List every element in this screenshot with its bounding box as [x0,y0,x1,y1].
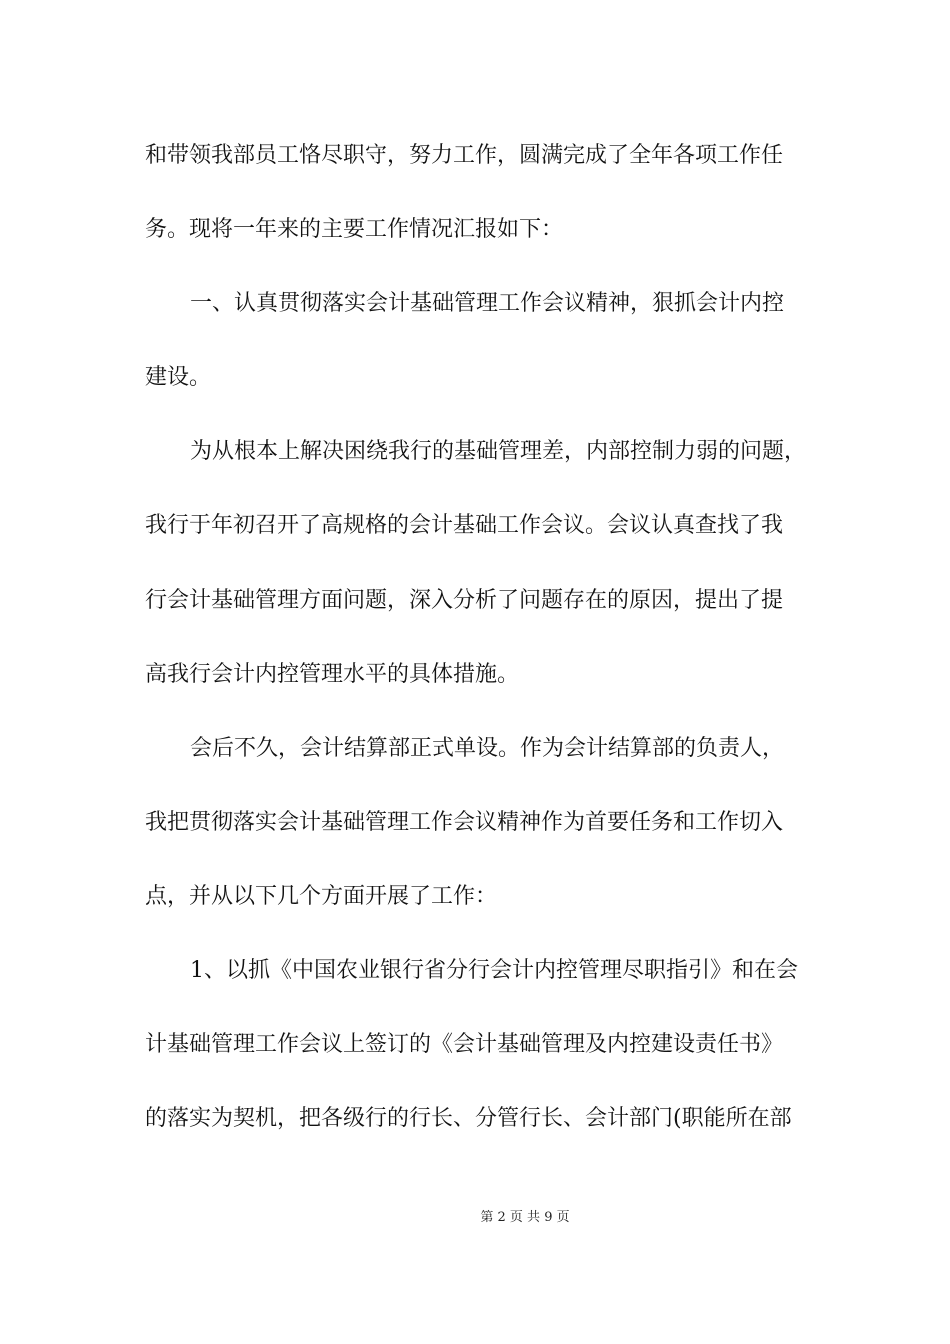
body-line-6: 我行于年初召开了高规格的会计基础工作会议。会议认真查找了我 [145,513,784,538]
body-line-12: 1、以抓《中国农业银行省分行会计内控管理尽职指引》和在会 [190,958,798,983]
body-line-9: 会后不久，会计结算部正式单设。作为会计结算部的负责人， [190,736,785,761]
section-heading-line-2: 建设。 [145,365,212,390]
body-line-8: 高我行会计内控管理水平的具体措施。 [145,662,520,687]
body-line-13: 计基础管理工作会议上签订的《会计基础管理及内控建设责任书》 [145,1032,784,1057]
section-heading-line-1: 一、认真贯彻落实会计基础管理工作会议精神，狠抓会计内控 [190,291,785,316]
body-line-1: 和带领我部员工恪尽职守，努力工作，圆满完成了全年各项工作任 [145,143,784,168]
body-line-5: 为从根本上解决困绕我行的基础管理差，内部控制力弱的问题， [190,439,807,464]
body-line-7: 行会计基础管理方面问题，深入分析了问题存在的原因，提出了提 [145,588,784,613]
body-line-14: 的落实为契机，把各级行的行长、分管行长、会计部门(职能所在部 [145,1106,792,1131]
body-line-11: 点，并从以下几个方面开展了工作： [145,884,498,909]
page-number-footer: 第 2 页 共 9 页 [480,1210,570,1225]
body-line-2: 务。现将一年来的主要工作情况汇报如下： [145,217,564,242]
body-line-10: 我把贯彻落实会计基础管理工作会议精神作为首要任务和工作切入 [145,810,784,835]
